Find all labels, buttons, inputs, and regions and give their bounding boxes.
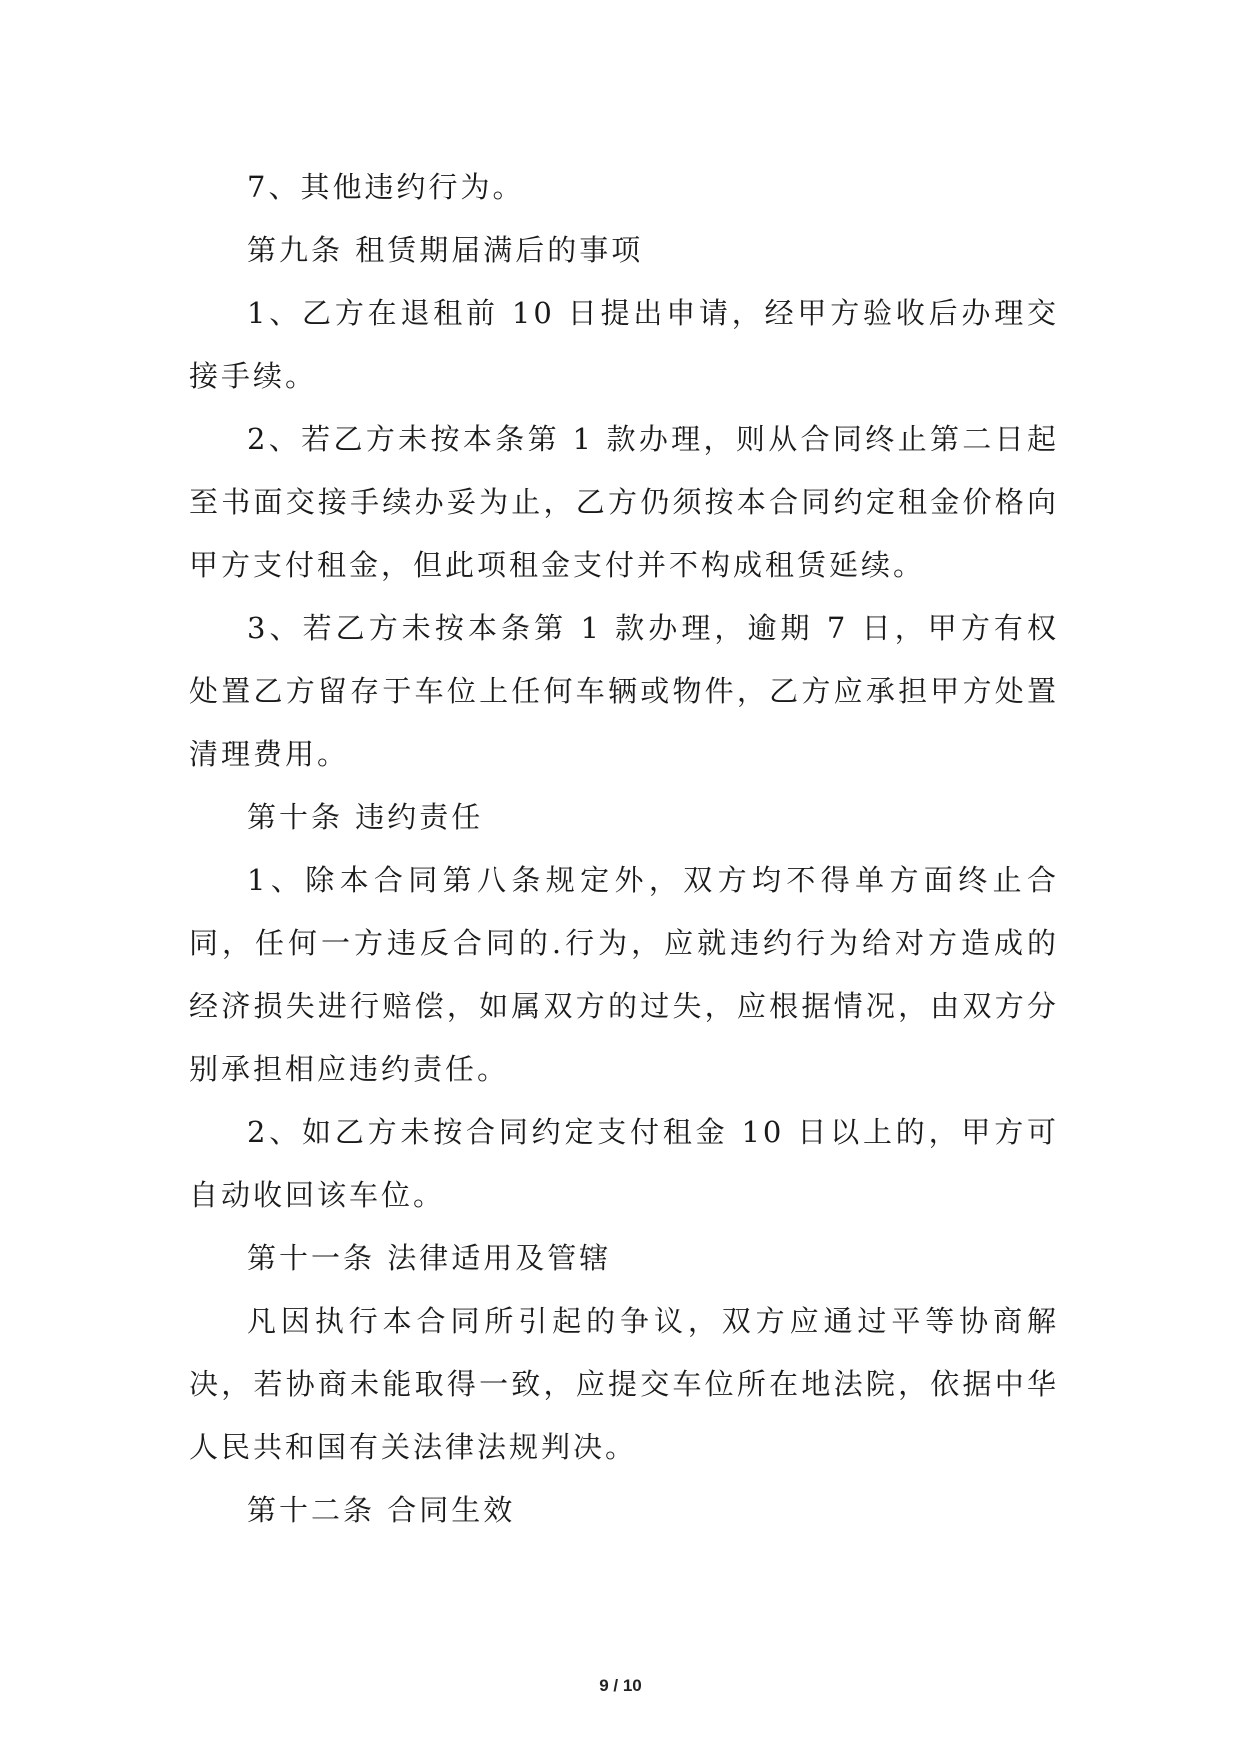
article-11-heading: 第十一条 法律适用及管辖: [247, 1241, 612, 1275]
article-11-body: 凡因执行本合同所引起的争议，双方应通过平等协商解决，若协商未能取得一致，应提交车位所在地法院，依据中华人民共和国有关法律法规判决。: [189, 1304, 1059, 1464]
article-10-item-1: 1、除本合同第八条规定外，双方均不得单方面终止合同，任何一方违反合同的.行为，应就违约行为给对方造成的经济损失进行赔偿，如属双方的过失，应根据情况，由双方分别承担相应违约责任。: [189, 863, 1059, 1086]
article-10-item-2: 2、如乙方未按合同约定支付租金 10 日以上的，甲方可自动收回该车位。: [189, 1115, 1059, 1212]
article-9-item-2: 2、若乙方未按本条第 1 款办理，则从合同终止第二日起至书面交接手续办妥为止，乙方仍须按本合同约定租金价格向甲方支付租金，但此项租金支付并不构成租赁延续。: [189, 422, 1059, 582]
article-9-item-3: 3、若乙方未按本条第 1 款办理，逾期 7 日，甲方有权处置乙方留存于车位上任何车辆或物件，乙方应承担甲方处置清理费用。: [189, 611, 1059, 771]
article-9-item-1: 1、乙方在退租前 10 日提出申请，经甲方验收后办理交接手续。: [189, 296, 1059, 393]
article-10-heading: 第十条 违约责任: [247, 800, 484, 834]
clause-item-7: 7、其他违约行为。: [247, 170, 525, 204]
page-number: 9 / 10: [599, 1676, 642, 1695]
article-12-heading: 第十二条 合同生效: [247, 1493, 516, 1527]
article-9-heading: 第九条 租赁期届满后的事项: [247, 233, 644, 267]
contract-body: [189, 156, 1059, 1542]
